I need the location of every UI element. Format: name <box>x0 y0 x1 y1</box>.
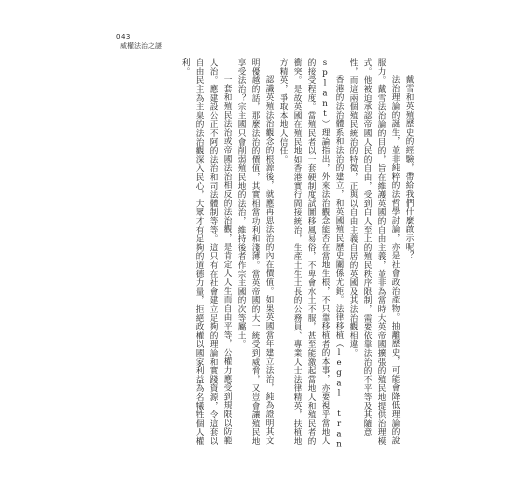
paragraph: 一套和殖民法治或帝國法治相反的法治觀，是肯定人人生而自由平等，公權力應受到規限以防範人治。應建設公正不阿的法治和司法體制等等。這只有在社會建立足夠的理論和實踐資源，令這套以自由民主為主臬的法治觀深入民心，大眾才有足夠的道德力量，拒絕政權以國家利益為名犧牲個人權利。 <box>180 58 232 446</box>
vertical-body-text <box>98 58 416 450</box>
paragraph: 戴雪和英殖歷史的經驗，帶給我們什麼啟示呢？ <box>404 75 414 260</box>
page-number: 043 <box>116 33 131 41</box>
running-title: 威權法治之謎 <box>120 42 162 50</box>
page-header <box>116 33 162 50</box>
paragraph: 認識英殖法治觀念的根源後，就應再思法治的內在價值。如果英國當年建立法治，純為證明其文明優越的話，那麼法治的價值，其實相當功利和淺薄。當英帝國的大一統受到威脅，又豈會讓殖民地享受法治？宗主國只會削弱殖民地的法治，維持後者作宗主國的次等屬土。 <box>236 58 274 446</box>
paragraph: 法治理論的誕生，並非純粹的法哲學討論，亦是社會政治產物。抽離歷史，可能會降低理論的說服力。戴雪法治論的目的，旨在維護英國的自由主義，並非為當時大英帝國擴張的殖民地提供治理模式。他被迫承認帝國人民的自由，受到白人至上的殖民秩序限制，需要依靠法治的不平等及其隨意性，而這兩個殖民統治的特徵，正與以自由主義自居的英國及其法治觀相違。 <box>348 58 400 446</box>
paragraph: 香港的法治體系和法治的建立，和英國殖民歷史關係尤鉅。法律移植（legal transplant）理論指出，外來法治觀念能否在當地生根，不只靠移植者的本事，亦要視乎當地人的接受程度。當殖民者以一套硬制度試圖移風易俗，不卑會水土不服，甚至能激起當地人和殖民者的衝突。是故英國在殖民地如香港實行間接統治，生產土生土長的公務員、專業人士法律精英，扶植地方精英，爭取本地人信任。 <box>278 58 344 450</box>
